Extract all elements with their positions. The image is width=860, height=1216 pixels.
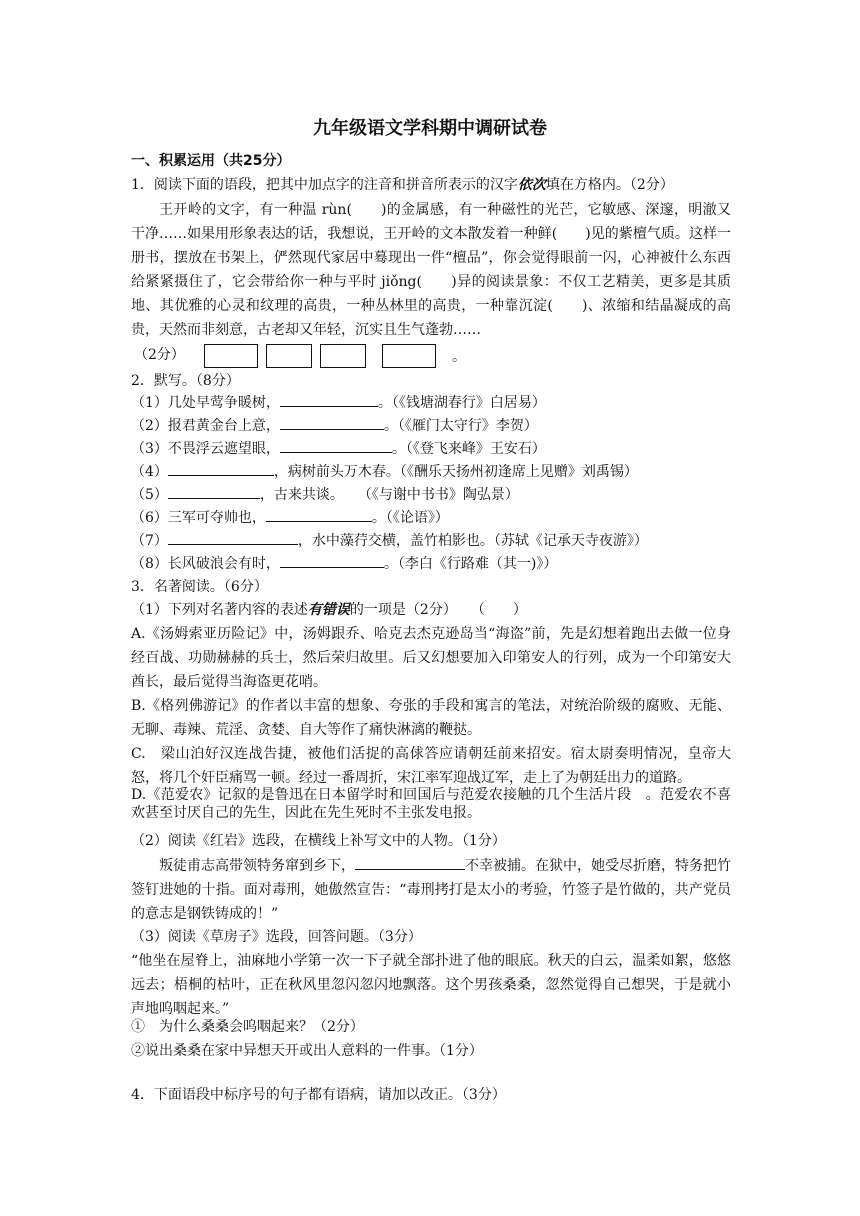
- question-3-sub3: （3）阅读《草房子》选段，回答问题。（3分）: [131, 929, 422, 945]
- hongyan-excerpt: 叛徒甫志高带领特务窜到乡下， 不幸被捕。在狱中，她受尽折磨，特务把竹签钉进她的十指。面对毒刑，她傲然宣告：“毒刑拷打是太小的考验，竹签子是竹做的，共产党员的意志是钢铁铸成的！”: [131, 854, 731, 926]
- question-3-sub1: （1）下列对名著内容的表述有错误的一项是（2分） （ ）: [131, 602, 527, 618]
- question-3-stem: 3．名著阅读。（6分）: [131, 579, 268, 595]
- stem-text: 1．阅读下面的语段，把其中加点字的注音和拼音所表示的汉字: [131, 177, 518, 193]
- answer-box-3[interactable]: [320, 344, 366, 368]
- option-a: A.《汤姆索亚历险记》中，汤姆跟乔、哈克去杰克逊岛当“海盗”前，先是幻想着跑出去做一位身经百战、功勋赫赫的兵士，然后荣归故里。后又幻想要加入印第安人的行列，成为一个印第安大酋长，最后觉得当海盗更花哨。: [131, 626, 731, 690]
- recitation-item: （4） ，病树前头万木春。（《酬乐天扬州初逢席上见赠》刘禹锡）: [131, 461, 638, 483]
- answer-box-2[interactable]: [266, 344, 312, 368]
- answer-blank[interactable]: [280, 438, 392, 453]
- answer-blank[interactable]: [355, 855, 465, 870]
- question-3-sub3-b: ②说出桑桑在家中异想天开或出人意料的一件事。（1分）: [131, 1043, 483, 1059]
- question-3-sub2: （2）阅读《红岩》选段，在横线上补写文中的人物。（1分）: [131, 833, 506, 849]
- section-heading: 一、积累运用（共25分）: [131, 153, 291, 169]
- option-c: C. 梁山泊好汉连战告捷，被他们活捉的高俅答应请朝廷前来招安。宿太尉奏明情况，皇帝大怒，将几个奸臣痛骂一顿。经过一番周折，宋江率军迎战辽军，走上了为朝廷出力的道路。: [131, 746, 731, 786]
- answer-blank[interactable]: [280, 392, 378, 407]
- answer-blank[interactable]: [168, 530, 298, 545]
- answer-box-4[interactable]: [382, 344, 436, 368]
- answer-blank[interactable]: [280, 553, 384, 568]
- emphasis-text: 有错误: [307, 602, 350, 618]
- question-1-score: （2分）: [134, 347, 185, 363]
- question-1-passage: 王开岭的文字，有一种温 rùn( )的金属感，有一种磁性的光芒，它敏感、深邃，明澈又干净……如果用形象表达的话，我想说，王开岭的文本散发着一种鲜( )见的紫檀气质。这样一册书，摆放在书架上，俨然现代家居中蓦现出一件“檀品”，你会觉得眼前一闪，心神被什么东西给紧紧摄住了，它会带给你一种与平时 jiǒng( )异的阅读景象：不仅工艺精美，更多是其质地、其优雅的心灵和纹理的高贵，一种丛林里的高贵，一种靠沉淀( )、浓缩和结晶凝成的高贵，天然而非刻意，古老却又年轻，沉实且生气蓬勃……: [131, 202, 731, 338]
- emphasis-text: 依次: [517, 177, 546, 193]
- recitation-item: （1）几处早莺争暖树， 。（《钱塘湖春行》白居易）: [131, 392, 546, 414]
- question-4-stem: 4．下面语段中标序号的句子都有语病，请加以改正。（3分）: [131, 1087, 506, 1103]
- recitation-item: （3）不畏浮云遮望眼， 。（《登飞来峰》王安石）: [131, 438, 546, 460]
- caofangzi-quote: “他坐在屋脊上，油麻地小学第一次一下子就全部扑进了他的眼底。秋天的白云，温柔如絮，悠悠远去；梧桐的枯叶，正在秋风里忽闪忽闪地飘落。这个男孩桑桑，忽然觉得自己想哭，于是就小声地呜咽起来。”: [131, 953, 731, 1017]
- answer-box-1[interactable]: [204, 344, 258, 368]
- answer-blank[interactable]: [168, 461, 274, 476]
- option-b: B.《格列佛游记》的作者以丰富的想象、夸张的手段和寓言的笔法，对统治阶级的腐败、无能、无聊、毒辣、荒淫、贪婪、自大等作了痛快淋漓的鞭挞。: [131, 698, 731, 738]
- recitation-item: （6）三军可夺帅也， 。（《论语》）: [131, 507, 449, 529]
- page-title: 九年级语文学科期中调研试卷: [313, 118, 547, 139]
- stem-text: 填在方格内。（2分）: [545, 177, 674, 193]
- question-3-sub3-a: ① 为什么桑桑会呜咽起来？（2分）: [131, 1019, 364, 1035]
- answer-blank[interactable]: [168, 484, 260, 499]
- answer-blank[interactable]: [266, 507, 372, 522]
- question-1-stem: [131, 174, 674, 196]
- recitation-item: （5） ，古来共谈。 （《与谢中书书》陶弘景）: [131, 484, 519, 506]
- question-2-stem: 2．默写。（8分）: [131, 373, 240, 389]
- recitation-item: （8）长风破浪会有时， 。（李白《行路难（其一)》）: [131, 553, 557, 575]
- option-d: D.《范爱农》记叙的是鲁迅在日本留学时和回国后与范爱农接触的几个生活片段 。范爱农不喜欢甚至讨厌自己的先生，因此在先生死时不主张发电报。: [131, 787, 731, 821]
- recitation-item: （2）报君黄金台上意， 。（《雁门太守行》李贺）: [131, 415, 538, 437]
- question-1-end: 。: [452, 349, 466, 365]
- answer-blank[interactable]: [280, 415, 384, 430]
- recitation-item: （7） ，水中藻荇交横，盖竹柏影也。（苏轼《记承天寺夜游》）: [131, 530, 648, 552]
